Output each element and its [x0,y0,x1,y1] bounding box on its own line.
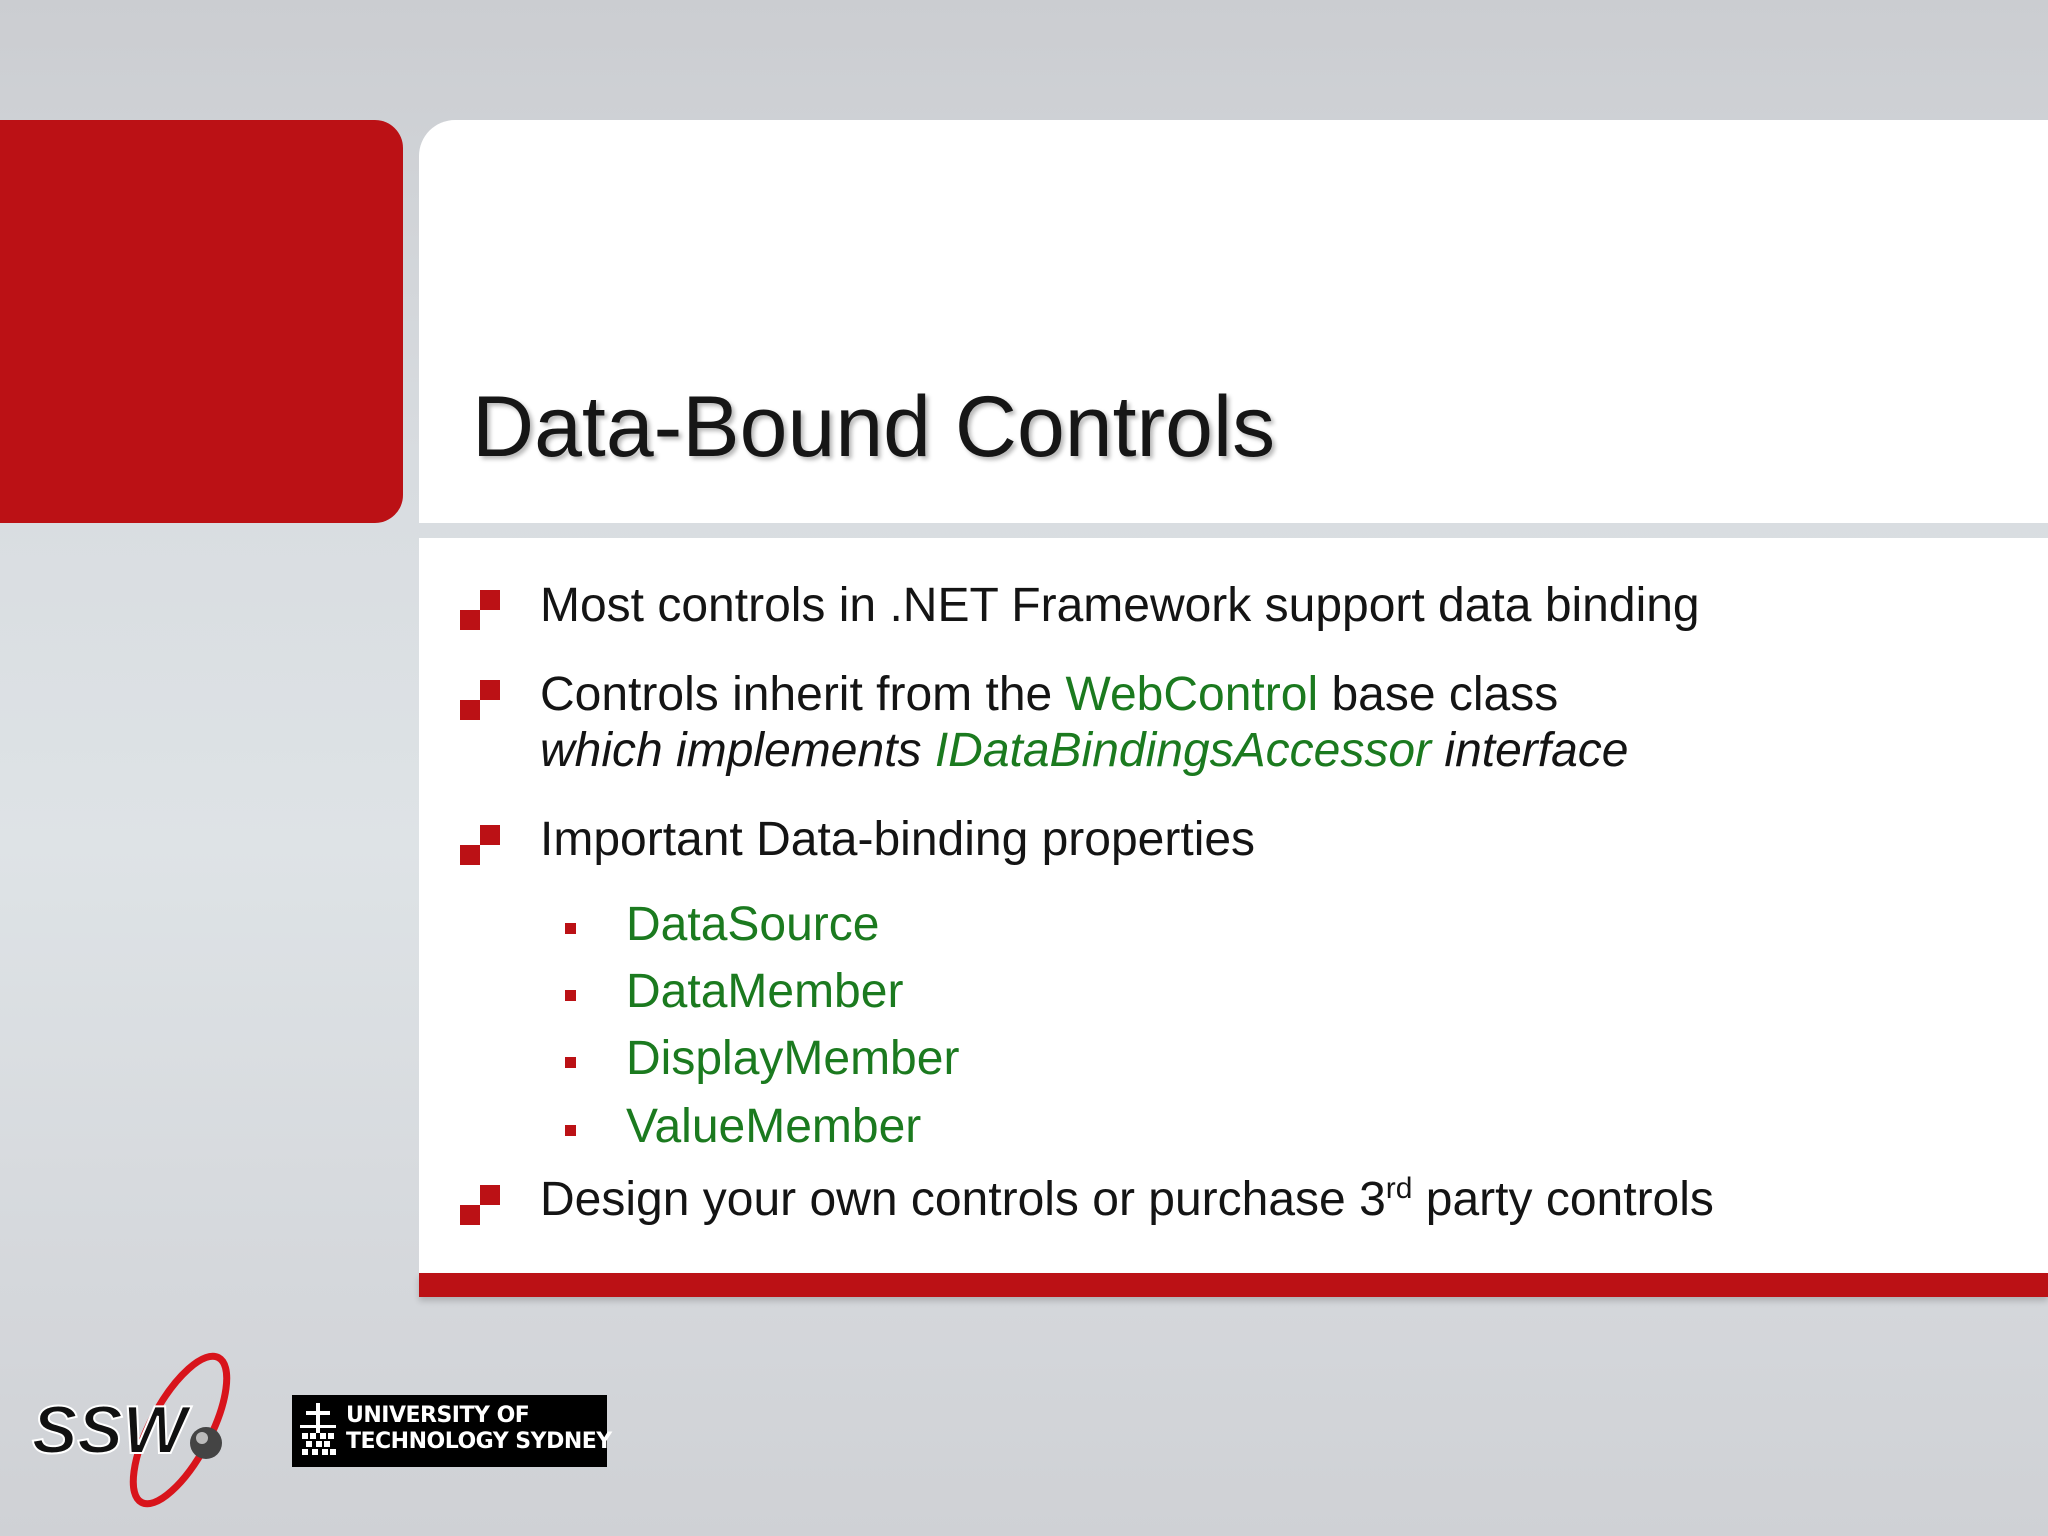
bullet-text-4 [540,1172,1714,1227]
sub-item-datamember: DataMember [626,965,904,1018]
bullet-icon [460,825,500,865]
bullet-text-1: Most controls in .NET Framework support data binding [540,579,1700,632]
text-run: interface [1431,724,1629,777]
sub-item-datasource: DataSource [626,898,880,951]
sub-item-displaymember: DisplayMember [626,1032,960,1085]
slide-title: Data-Bound Controls [472,379,1276,475]
interface-term: IDataBindingsAccessor [934,724,1432,777]
sub-bullet-icon [565,1125,576,1136]
bullet-icon [460,680,500,720]
ssw-logo [30,1345,240,1520]
sub-bullet-icon [565,990,576,1001]
bullet-icon [460,590,500,630]
bullet-text-2-line2 [540,723,1629,778]
uts-line-2: TECHNOLOGY SYDNEY [346,1429,612,1454]
uts-line-1: UNIVERSITY OF [346,1403,530,1428]
header-red-block [0,120,403,523]
text-run: base class [1318,668,1559,721]
sub-bullet-icon [565,1057,576,1068]
text-run: Design your own controls or purchase 3 [540,1173,1386,1226]
superscript: rd [1385,1172,1413,1205]
text-run: Controls inherit from the [540,668,1066,721]
ssw-logo-text: SSW [32,1392,187,1468]
sub-item-valuemember: ValueMember [626,1100,922,1153]
text-run: which implements [540,724,935,777]
uts-logo-text [346,1403,612,1455]
bottom-red-rule [419,1273,2048,1297]
bullet-text-2-line1 [540,667,1558,722]
uts-logo [292,1395,612,1467]
bullet-text-3: Important Data-binding properties [540,813,1256,866]
text-run: party controls [1412,1173,1714,1226]
sub-bullet-icon [565,923,576,934]
webcontrol-term: WebControl [1065,668,1319,721]
uts-emblem-icon [296,1399,340,1463]
bullet-icon [460,1185,500,1225]
